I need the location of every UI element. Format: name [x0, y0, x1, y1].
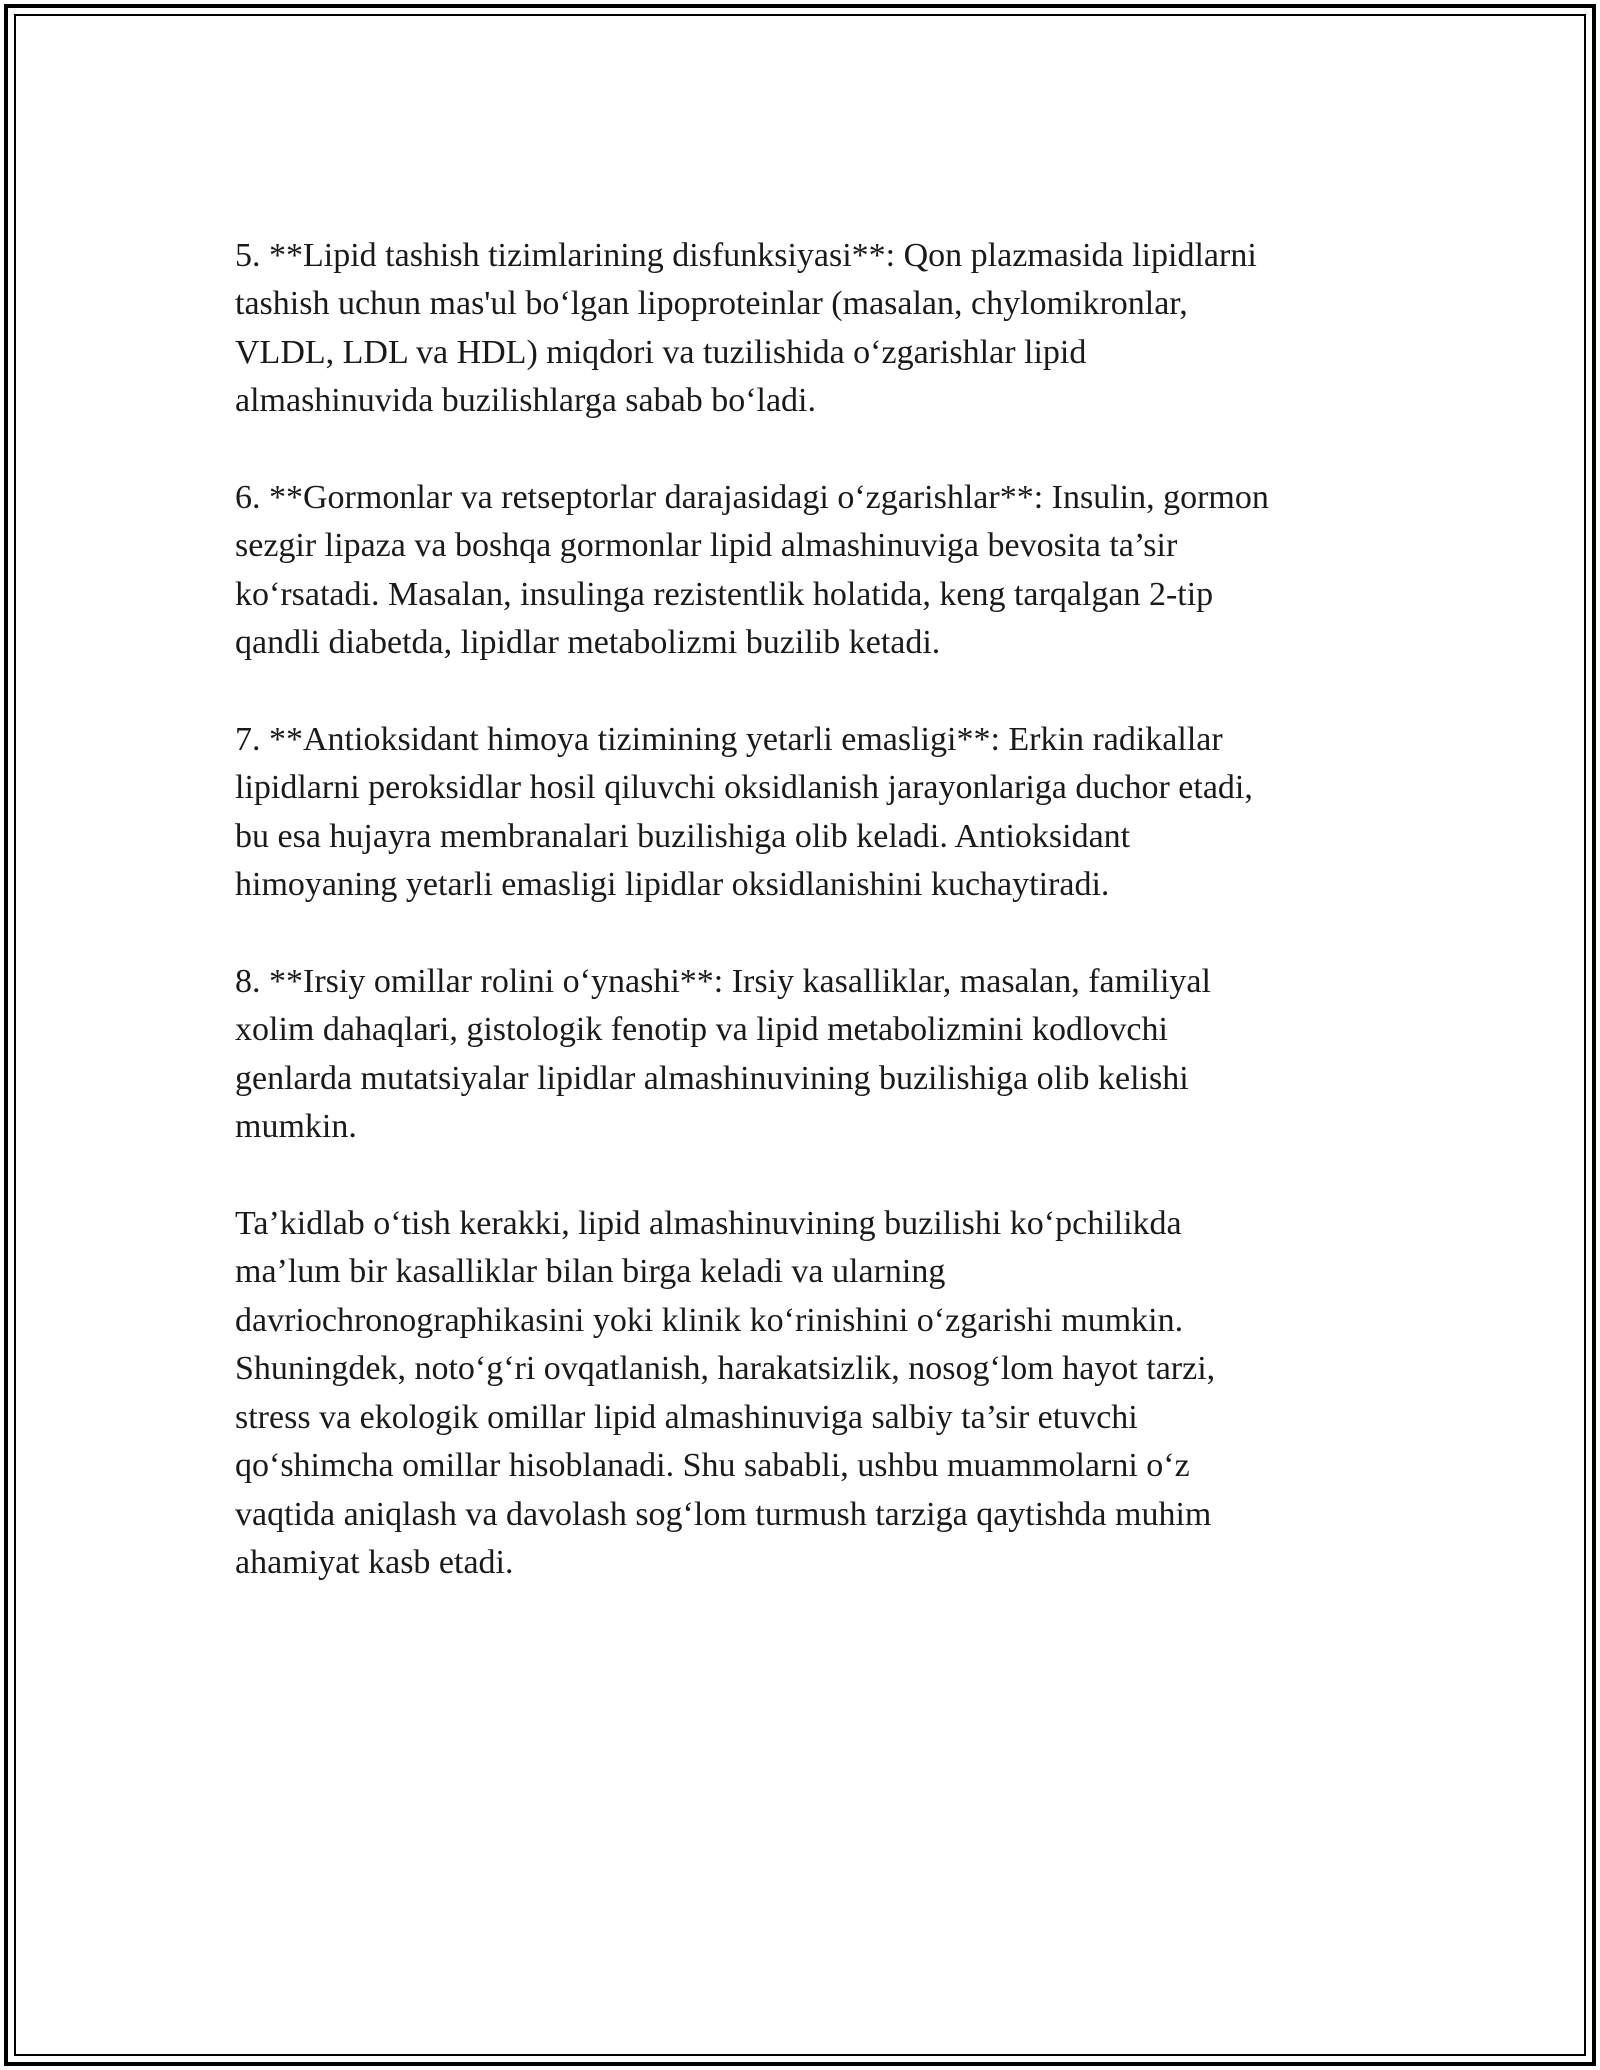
- text-line: xolim dahaqlari, gistologik fenotip va lipid metabolizmini kodlovchi: [235, 1011, 1168, 1049]
- text-line: sezgir lipaza va boshqa gormonlar lipid almashinuviga bevosita ta’sir: [235, 527, 1178, 565]
- text-line: tashish uchun mas'ul bo‘lgan lipoproteinlar (masalan, chylomikronlar,: [235, 285, 1188, 323]
- text-line: 7. **Antioksidant himoya tizimining yetarli emasligi**: Erkin radikallar: [235, 721, 1223, 759]
- text-line: 6. **Gormonlar va retseptorlar darajasidagi o‘zgarishlar**: Insulin, gormon: [235, 479, 1269, 517]
- text-line: stress va ekologik omillar lipid almashinuviga salbiy ta’sir etuvchi: [235, 1398, 1138, 1436]
- text-line: davriochronographikasini yoki klinik ko‘rinishini o‘zgarishi mumkin.: [235, 1301, 1184, 1339]
- paragraph-conclusion: [235, 1200, 1365, 1587]
- text-line: ahamiyat kasb etadi.: [235, 1543, 514, 1581]
- paragraph-hormones-receptors: [235, 474, 1365, 668]
- text-line: vaqtida aniqlash va davolash sog‘lom turmush tarziga qaytishda muhim: [235, 1495, 1212, 1533]
- paragraph-hereditary-factors: [235, 958, 1365, 1152]
- text-line: ma’lum bir kasalliklar bilan birga keladi va ularning: [235, 1253, 946, 1291]
- text-line: 5. **Lipid tashish tizimlarining disfunksiyasi**: Qon plazmasida lipidlarni: [235, 237, 1257, 274]
- paragraph-lipid-transport: [235, 232, 1365, 426]
- text-line: ko‘rsatadi. Masalan, insulinga rezistentlik holatida, keng tarqalgan 2-tip: [235, 575, 1214, 613]
- paragraph-antioxidant-defense: [235, 716, 1365, 910]
- text-line: qo‘shimcha omillar hisoblanadi. Shu sababli, ushbu muammolarni o‘z: [235, 1447, 1190, 1485]
- text-line: lipidlarni peroksidlar hosil qiluvchi oksidlanish jarayonlariga duchor etadi,: [235, 769, 1253, 807]
- text-line: mumkin.: [235, 1108, 357, 1146]
- text-line: himoyaning yetarli emasligi lipidlar oksidlanishini kuchaytiradi.: [235, 866, 1110, 904]
- text-line: VLDL, LDL va HDL) miqdori va tuzilishida o‘zgarishlar lipid: [235, 333, 1087, 371]
- text-line: 8. **Irsiy omillar rolini o‘ynashi**: Irsiy kasalliklar, masalan, familiyal: [235, 963, 1211, 1001]
- document-body: [235, 232, 1365, 1587]
- text-line: bu esa hujayra membranalari buzilishiga olib keladi. Antioksidant: [235, 817, 1131, 855]
- text-line: qandli diabetda, lipidlar metabolizmi buzilib ketadi.: [235, 624, 941, 662]
- text-line: genlarda mutatsiyalar lipidlar almashinuvining buzilishiga olib kelishi: [235, 1059, 1189, 1097]
- text-line: almashinuvida buzilishlarga sabab bo‘ladi.: [235, 382, 817, 420]
- text-line: Shuningdek, noto‘g‘ri ovqatlanish, harakatsizlik, nosog‘lom hayot tarzi,: [235, 1350, 1216, 1388]
- text-line: Ta’kidlab o‘tish kerakki, lipid almashinuvining buzilishi ko‘pchilikda: [235, 1205, 1182, 1243]
